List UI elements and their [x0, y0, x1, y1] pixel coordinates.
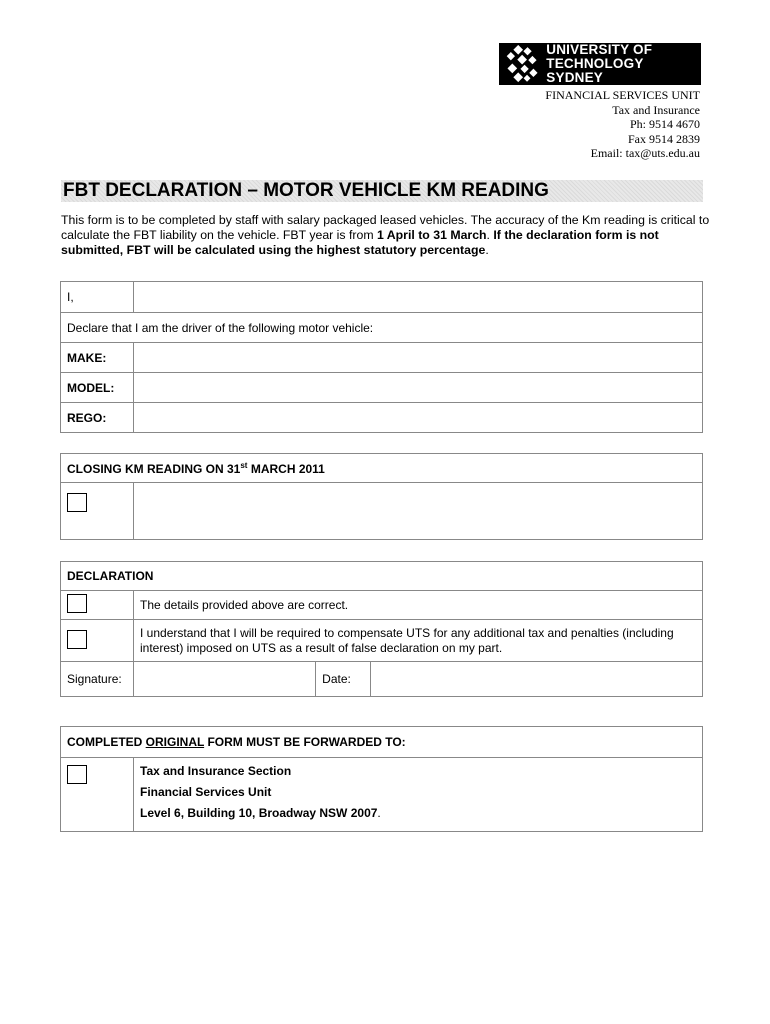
- forward-header-original: ORIGINAL: [145, 735, 205, 749]
- uts-logo-mark-icon: [503, 45, 540, 83]
- name-field[interactable]: [134, 282, 703, 313]
- vehicle-table: [60, 281, 703, 433]
- km-header: [61, 454, 703, 483]
- forward-header-suffix: FORM MUST BE FORWARDED TO:: [204, 735, 406, 749]
- logo-text: [546, 43, 701, 85]
- signature-label: Signature:: [61, 662, 134, 697]
- make-field[interactable]: [134, 343, 703, 373]
- date-label: Date:: [322, 672, 351, 686]
- forward-table: [60, 726, 703, 832]
- rego-field[interactable]: [134, 403, 703, 433]
- model-label: MODEL:: [61, 373, 134, 403]
- decl-checkbox-2-cell: [61, 620, 134, 662]
- decl-checkbox-2[interactable]: [67, 630, 87, 649]
- forward-header: [61, 727, 703, 758]
- logo-line-1: UNIVERSITY OF: [546, 42, 653, 57]
- km-header-sup: st: [240, 460, 248, 470]
- contact-block: [545, 88, 700, 161]
- email: Email: tax@uts.edu.au: [590, 146, 700, 160]
- km-table: [60, 453, 703, 540]
- phone: Ph: 9514 4670: [629, 117, 700, 131]
- rego-label: REGO:: [61, 403, 134, 433]
- km-header-prefix: CLOSING KM READING ON 31: [67, 461, 241, 476]
- forward-address: [134, 758, 703, 832]
- km-checkbox[interactable]: [67, 493, 87, 512]
- forward-checkbox[interactable]: [67, 765, 87, 784]
- fax: Fax 9514 2839: [628, 131, 700, 146]
- forward-line-1: Tax and Insurance Section: [140, 764, 292, 778]
- declare-text: Declare that I am the driver of the following motor vehicle:: [61, 313, 703, 343]
- section-name: Tax and Insurance: [612, 102, 700, 117]
- forward-line-3: [140, 803, 696, 824]
- i-label: I,: [61, 282, 134, 313]
- declaration-header: DECLARATION: [61, 562, 703, 591]
- intro-text-2: .: [486, 228, 494, 242]
- uts-logo: [499, 43, 701, 85]
- intro-fbt-year: 1 April to 31 March: [376, 228, 487, 242]
- declaration-table: [60, 561, 703, 697]
- intro-text-1: This form is to be completed by staff with salary packaged leased vehicles. The accuracy of the Km reading is critical to calculate the FBT liability on the vehicle. FBT year is from: [61, 213, 710, 242]
- forward-checkbox-cell: [61, 758, 134, 832]
- intro-paragraph: [61, 213, 711, 258]
- forward-line-3-text: Level 6, Building 10, Broadway NSW 2007: [140, 806, 378, 820]
- decl-item-2: I understand that I will be required to compensate UTS for any additional tax and penalties (including interest) imposed on UTS as a result of false declaration on my part.: [134, 620, 703, 662]
- date-field[interactable]: [371, 662, 703, 697]
- unit-name: FINANCIAL SERVICES UNIT: [545, 88, 700, 102]
- forward-line-3-suffix: .: [377, 806, 381, 820]
- signature-input[interactable]: [134, 662, 316, 696]
- forward-header-prefix: COMPLETED: [67, 735, 146, 749]
- logo-line-2: TECHNOLOGY SYDNEY: [546, 56, 644, 85]
- decl-checkbox-1[interactable]: [67, 594, 87, 613]
- signature-field[interactable]: [134, 662, 371, 697]
- make-label: MAKE:: [61, 343, 134, 373]
- km-checkbox-cell: [61, 483, 134, 540]
- decl-checkbox-1-cell: [61, 591, 134, 620]
- intro-warning: If the declaration form is not submitted, FBT will be calculated using the highest statutory percentage: [61, 228, 659, 257]
- title-bar: [61, 180, 703, 202]
- page-title: FBT DECLARATION – MOTOR VEHICLE KM READING: [63, 180, 549, 201]
- km-header-suffix: MARCH 2011: [247, 461, 325, 476]
- km-reading-field[interactable]: [134, 483, 703, 540]
- model-field[interactable]: [134, 373, 703, 403]
- forward-line-2: Financial Services Unit: [140, 785, 272, 799]
- decl-item-1: The details provided above are correct.: [134, 591, 703, 620]
- intro-text-3: .: [485, 243, 489, 257]
